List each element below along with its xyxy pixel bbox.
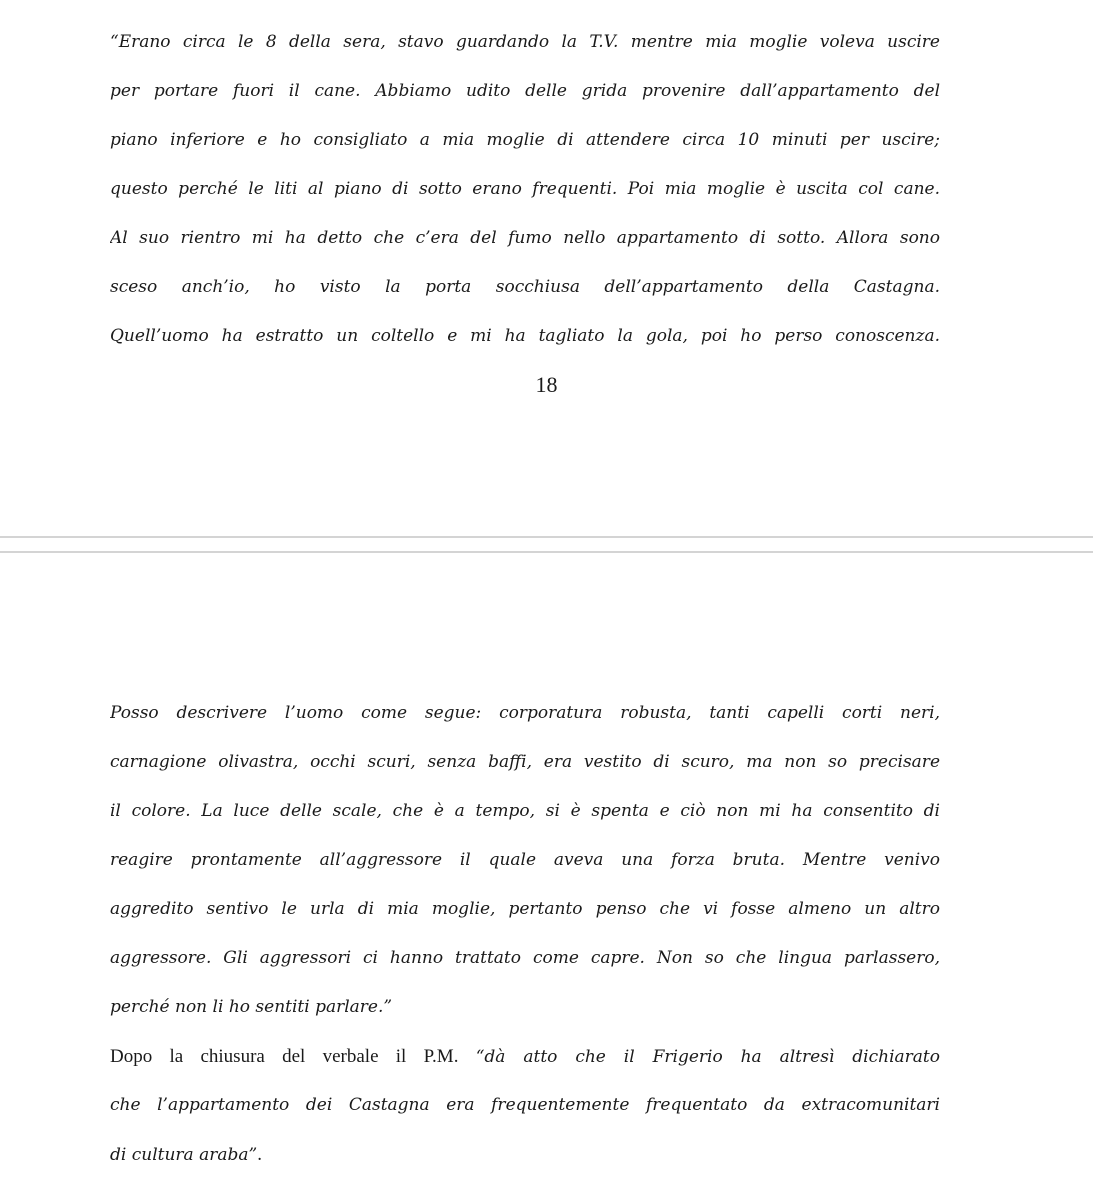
closing-italic-text: “dà atto che il Frigerio ha altresì dichiarato	[475, 1047, 940, 1067]
text-line: il colore. La luce delle scale, che è a tempo, si è spenta e ciò non mi ha consentito di	[110, 801, 940, 821]
closing-period: .	[257, 1144, 262, 1165]
page-separator	[0, 536, 1093, 553]
testimony-paragraph-top	[110, 18, 940, 361]
closing-upright-text: Dopo la chiusura del verbale il P.M.	[110, 1046, 476, 1067]
text-line: questo perché le liti al piano di sotto erano frequenti. Poi mia moglie è uscita col cane.	[110, 179, 940, 199]
text-line: perché non li ho sentiti parlare.”	[110, 997, 393, 1017]
testimony-paragraph-bottom	[110, 689, 940, 1179]
text-line: Quell’uomo ha estratto un coltello e mi ha tagliato la gola, poi ho perso conoscenza.	[110, 326, 940, 346]
text-line: Al suo rientro mi ha detto che c’era del fumo nello appartamento di sotto. Allora sono	[110, 228, 940, 248]
text-line: carnagione olivastra, occhi scuri, senza baffi, era vestito di scuro, ma non so precisare	[110, 752, 940, 772]
text-line: reagire prontamente all’aggressore il quale aveva una forza bruta. Mentre venivo	[110, 850, 940, 870]
text-line: Posso descrivere l’uomo come segue: corporatura robusta, tanti capelli corti neri,	[110, 703, 940, 723]
text-line: aggressore. Gli aggressori ci hanno trattato come capre. Non so che lingua parlassero,	[110, 948, 940, 968]
text-line: “Erano circa le 8 della sera, stavo guardando la T.V. mentre mia moglie voleva uscire	[110, 32, 940, 52]
closing-line-3	[110, 1130, 940, 1179]
text-line: sceso anch’io, ho visto la porta socchiusa dell’appartamento della Castagna.	[110, 277, 940, 297]
text-line: per portare fuori il cane. Abbiamo udito delle grida provenire dall’appartamento del	[110, 81, 940, 101]
text-line: aggredito sentivo le urla di mia moglie, pertanto penso che vi fosse almeno un altro	[110, 899, 940, 919]
document-page-top	[0, 0, 1093, 536]
closing-line-2: che l’appartamento dei Castagna era frequentemente frequentato da extracomunitari	[110, 1095, 940, 1115]
page-number: 18	[535, 372, 558, 397]
text-line: piano inferiore e ho consigliato a mia moglie di attendere circa 10 minuti per uscire;	[110, 130, 940, 150]
closing-italic-end: di cultura araba”	[110, 1145, 258, 1165]
closing-line-1	[110, 1032, 940, 1081]
document-page-bottom	[0, 553, 1093, 1200]
